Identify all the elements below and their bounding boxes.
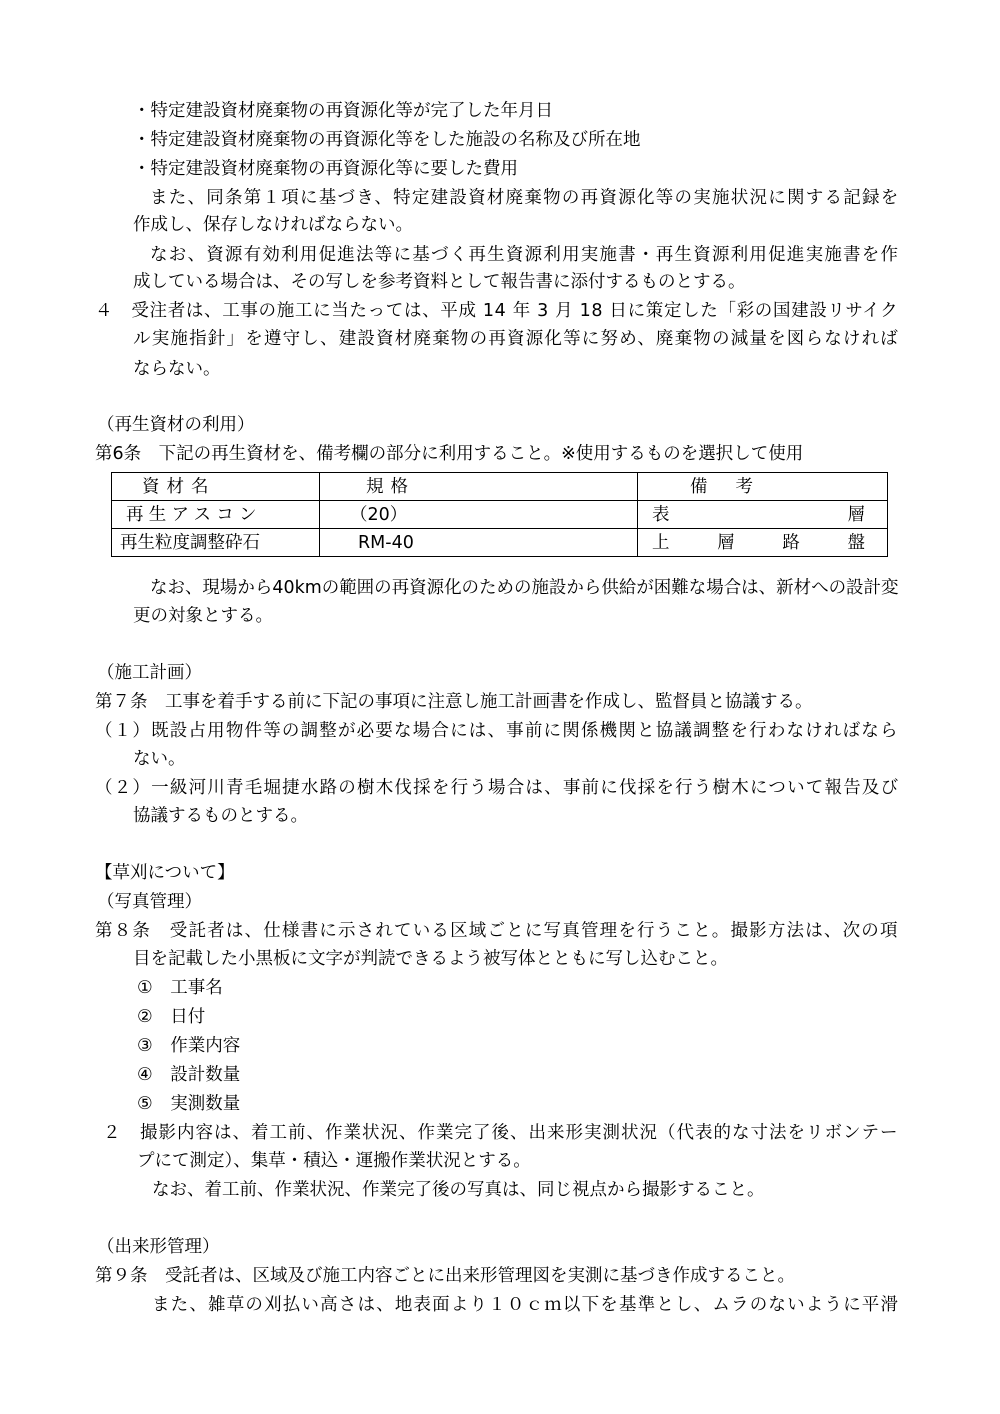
recycled-materials-table (111, 472, 888, 557)
list-item: ⑤ 実測数量 (137, 1094, 241, 1114)
text-line-content: なお、資源有効利用促進法等に基づく再生資源利用実施書・再生資源利用促進実施書を作 (150, 245, 900, 265)
text-line: 作成し、保存しなければならない。 (133, 215, 413, 235)
text-line: 更の対象とする。 (133, 606, 273, 626)
text-line: 目を記載した小黒板に文字が判読できるよう被写体とともに写し込むこと。 (133, 949, 728, 969)
text-line: 成している場合は、その写しを参考資料として報告書に添付するものとする。 (133, 272, 746, 292)
text-line-content: （２）一級河川青毛堀捷水路の樹木伐採を行う場合は、事前に伐採を行う樹木について報告及び (95, 778, 900, 798)
list-item: ③ 作業内容 (137, 1036, 241, 1056)
section-heading: （再生資材の利用） (97, 415, 255, 435)
text-line: ない。 (133, 749, 186, 769)
text-line-content: （１）既設占用物件等の調整が必要な場合には、事前に関係機関と協議調整を行わなければなら (95, 721, 899, 741)
table-cell-spec: （20） (320, 501, 638, 529)
text-line (150, 185, 898, 211)
section-heading: （施工計画） (97, 663, 202, 683)
note-char: 層 (847, 504, 865, 525)
text-line (133, 326, 898, 352)
text-line: 協議するものとする。 (133, 806, 308, 826)
table-header-cell: 規格 (320, 473, 638, 501)
table-cell-name: 再生アスコン (112, 501, 320, 529)
text-line: ・特定建設資材廃棄物の再資源化等に要した費用 (133, 159, 518, 179)
text-line (95, 718, 898, 744)
table-cell-note (638, 501, 888, 529)
numbered-item (103, 1120, 898, 1146)
list-item: ① 工事名 (137, 978, 223, 998)
note-char: 上 (652, 532, 670, 553)
text-line-content: また、雑草の刈払い高さは、地表面より１０ｃｍ以下を基準とし、ムラのないように平滑 (152, 1295, 900, 1315)
text-line-content: ル実施指針」を遵守し、建設資材廃棄物の再資源化等に努め、廃棄物の減量を図らなければ (133, 329, 899, 349)
note-char: 路 (782, 532, 800, 553)
numbered-item (95, 298, 898, 324)
table-header-cell: 資材名 (112, 473, 320, 501)
text-line: ・特定建設資材廃棄物の再資源化等をした施設の名称及び所在地 (133, 130, 641, 150)
text-line: ならない。 (133, 359, 221, 379)
text-line-content: ４ 受注者は、工事の施工に当たっては、平成 14 年 3 月 18 日に策定した「彩の国建設リサイク (95, 301, 899, 321)
article-line: 第７条 工事を着手する前に下記の事項に注意し施工計画書を作成し、監督員と協議する。 (95, 692, 813, 712)
text-line: プにて測定）、集草・積込・運搬作業状況とする。 (137, 1151, 531, 1171)
text-line-content: なお、現場から40kmの範囲の再資源化のための施設から供給が困難な場合は、新材への設計変 (150, 578, 899, 598)
section-heading: 【草刈について】 (95, 863, 235, 883)
list-item: ④ 設計数量 (137, 1065, 241, 1085)
table-cell-spec: RM-40 (320, 529, 638, 557)
text-line-content: また、同条第１項に基づき、特定建設資材廃棄物の再資源化等の実施状況に関する記録を (150, 188, 900, 208)
table-cell-note (638, 529, 888, 557)
table-row (112, 529, 888, 557)
table-cell-name: 再生粒度調整砕石 (112, 529, 320, 557)
note-char: 盤 (847, 532, 865, 553)
article-line (95, 918, 898, 944)
text-line (150, 242, 898, 268)
table-header-cell: 備考 (638, 473, 888, 501)
text-line-content: 第８条 受託者は、仕様書に示されている区域ごとに写真管理を行うこと。撮影方法は、次の項 (95, 921, 899, 941)
section-heading: （出来形管理） (97, 1237, 220, 1257)
text-line (150, 575, 898, 601)
table-row (112, 501, 888, 529)
text-line-content: ２ 撮影内容は、着工前、作業状況、作業完了後、出来形実測状況（代表的な寸法をリボンテー (103, 1123, 899, 1143)
text-line (95, 775, 898, 801)
article-line: 第９条 受託者は、区域及び施工内容ごとに出来形管理図を実測に基づき作成すること。 (95, 1266, 795, 1286)
section-heading: （写真管理） (97, 892, 202, 912)
text-line (152, 1292, 898, 1318)
text-line: なお、着工前、作業状況、作業完了後の写真は、同じ視点から撮影すること。 (152, 1180, 765, 1200)
table-header-row (112, 473, 888, 501)
note-char: 表 (652, 504, 670, 525)
article-line: 第6条 下記の再生資材を、備考欄の部分に利用すること。※使用するものを選択して使用 (95, 444, 804, 464)
list-item: ② 日付 (137, 1007, 206, 1027)
note-char: 層 (717, 532, 735, 553)
text-line: ・特定建設資材廃棄物の再資源化等が完了した年月日 (133, 101, 553, 121)
